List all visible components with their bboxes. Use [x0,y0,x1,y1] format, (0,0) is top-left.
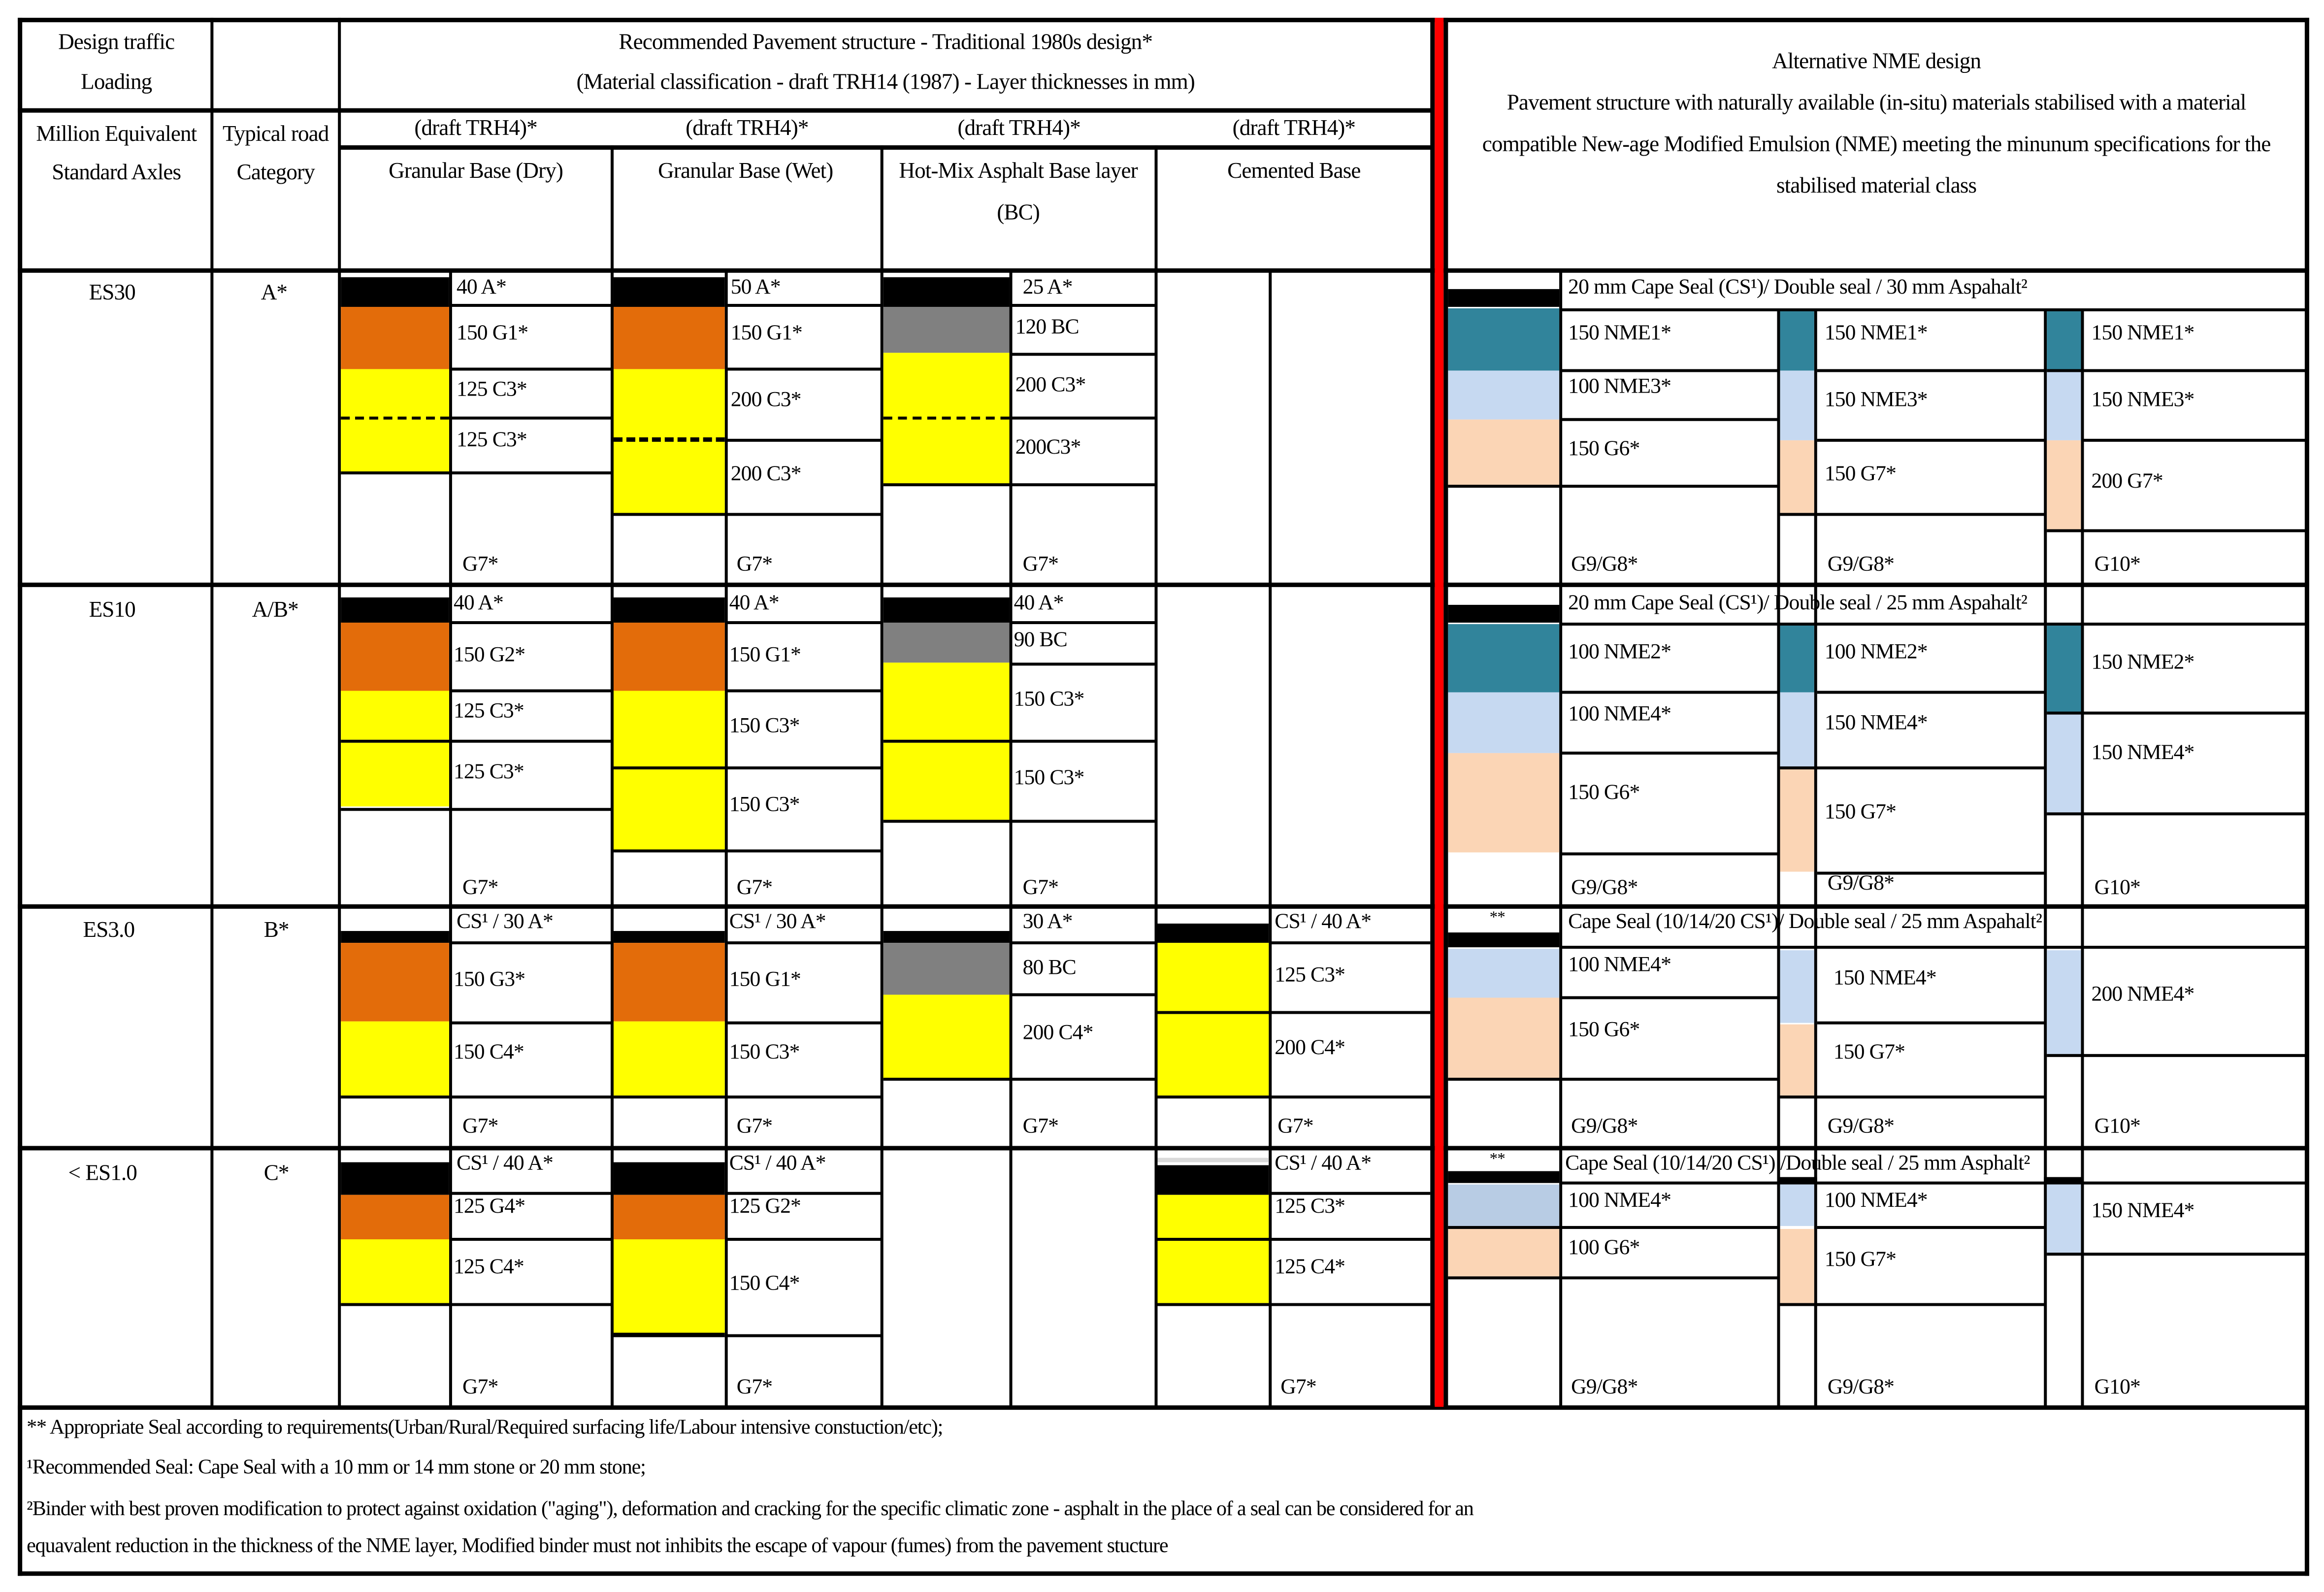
cell-line [341,1095,612,1098]
layer-label: 200 C4* [1275,1036,1345,1060]
cell-line [1011,304,1155,307]
layer-label: 150 C4* [453,1040,524,1064]
cell-line [1561,1182,2306,1185]
nme-description: Pavement structure with naturally available (in-situ) materials stabilised with a material compatible New-age Modified Emulsion (NME) meeting the minunum specifications for the stabilised material class [1482,92,2271,199]
cemented-layer [1157,943,1269,1011]
seal-layer [1777,1177,1817,1183]
granular-layer [614,943,725,1022]
bitumen-base-layer [884,623,1010,663]
nme-strong-layer [2047,626,2081,713]
seal-layer [2044,1177,2084,1183]
subgrade-label: G7* [1280,1375,1316,1400]
asphalt-layer [614,1162,725,1195]
cell-line [451,689,612,692]
cell-line [1561,623,2306,626]
subgrade-label: G7* [462,1375,498,1400]
layer-label: 125 C3* [456,428,527,452]
subgrade-label: G9/G8* [1827,1375,1895,1400]
layer-label: 125 C3* [456,378,527,402]
cell-line [1448,485,1778,488]
cemented-layer [1157,1014,1269,1096]
cemented-layer [884,995,1010,1079]
subgrade-label: G10* [2094,1115,2140,1139]
cemented-layer [614,691,725,766]
footnote-seal: ** Appropriate Seal according to requirements(Urban/Rural/Required surfacing life/Labour intensive constuction/etc); [27,1417,943,1440]
cell-line [1561,308,2306,311]
layer-label: CS¹ / 30 A* [729,910,826,934]
cell-line [726,621,882,624]
cell-line [1011,663,1155,665]
nme-weak-layer [2047,950,2081,1054]
layer-label: 100 NME2* [1824,640,1928,664]
asphalt-layer [884,931,1010,943]
asphalt-layer [614,277,725,307]
cell-line [726,941,882,944]
draft-trh4-cemented: (draft TRH4)* [1232,117,1356,141]
cell-line [1817,369,2045,372]
layer-label: 100 NME4* [1824,1189,1928,1213]
category-es1: C* [263,1162,289,1186]
cemented-layer [341,369,449,473]
cell-line [1561,752,1778,755]
cell-line [451,1238,612,1241]
row-sep-1 [18,583,2309,587]
cell-line [1448,1226,1778,1229]
granular-layer [341,623,449,691]
divider-right-line [1443,18,1448,1407]
cell-line [1157,1095,1430,1098]
nme-sub-5 [2081,311,2084,1407]
cell-line [1561,369,1778,372]
cell-line [1780,766,2046,769]
cemented-layer [1157,1195,1269,1238]
layer-label: 150 NME1* [1824,322,1928,346]
cemented-layer [614,769,725,850]
cell-line [451,1022,612,1025]
granular-layer [614,1195,725,1239]
layer-label: CS¹ / 40 A* [1275,910,1372,934]
layer-label: 150 C3* [729,793,800,817]
cell-line [614,513,882,516]
cell-line [2047,1054,2306,1057]
cell-line [1780,513,2046,516]
layer-dash [614,437,725,442]
asphalt-layer [341,1162,449,1195]
layer-label: CS¹ / 30 A* [456,910,553,934]
base-type-hma: Hot-Mix Asphalt Base layer (BC) [899,160,1138,226]
cell-line [1817,1226,2045,1229]
layer-label: 40 A* [1014,591,1064,615]
layer-label: 150 G2* [453,643,525,667]
layer-label: 100 G6* [1568,1236,1640,1260]
draft-trh4-hma: (draft TRH4)* [957,117,1080,141]
nme-strong-layer [1780,626,1814,692]
granular-layer [341,1195,449,1239]
seal-grey-line [1157,1158,1269,1162]
cell-line [2084,439,2306,442]
subgrade-label: G7* [462,1115,498,1139]
gravel-layer [1448,997,1559,1079]
layer-label: 150 C3* [729,714,800,738]
cell-line [2047,712,2306,715]
base-type-cemented: Cemented Base [1227,160,1361,184]
seal-mark: ** [1489,1150,1505,1168]
cell-line [884,483,1155,486]
cell-line [1817,1022,2045,1025]
gravel-layer [1448,420,1559,485]
layer-label: 150 NME3* [2091,388,2194,412]
cemented-layer [341,1022,449,1095]
layer-label: 125 C3* [1275,1194,1345,1219]
cell-line [1011,353,1155,356]
subgrade-label: G7* [736,1115,773,1139]
layer-label: 150 NME1* [1568,322,1671,346]
asphalt-layer [614,597,725,623]
layer-label: 90 BC [1014,629,1067,653]
cemented-layer [614,1239,725,1334]
nme-strong-layer [2047,311,2081,370]
subgrade-label: G10* [2094,553,2140,577]
cell-line [1561,946,2306,949]
layer-label: 150 C3* [1014,688,1084,712]
layer-label: 40 A* [729,591,779,615]
frame-top [18,18,2309,22]
col-sub-dry [449,271,452,1407]
header-traditional-subtitle: (Material classification - draft TRH14 (1987) - Layer thicknesses in mm) [576,71,1195,95]
cell-line [1270,941,1430,944]
asphalt-layer [341,277,449,307]
layer-label: 150 G1* [456,322,528,346]
seal-mark: ** [1489,908,1505,927]
layer-label: 200 C4* [1022,1021,1093,1045]
frame-bottom [18,1571,2309,1576]
cell-line [884,1078,1155,1081]
category-es10: A/B* [252,598,298,623]
nme-sub-1 [1559,271,1562,1407]
layer-label: 125 C3* [453,699,524,724]
cell-line [726,1238,882,1241]
subgrade-label: G9/G8* [1827,553,1895,577]
cell-line [1780,1095,2046,1098]
layer-label: 150 G3* [453,968,525,992]
layer-label: 150 G7* [1824,1248,1897,1272]
layer-label: 125 C4* [1275,1256,1345,1280]
cell-line [1157,1238,1430,1241]
asphalt-layer [1157,1165,1269,1195]
subgrade-label: G7* [736,553,773,577]
red-divider [1435,18,1443,1407]
cell-line [1817,691,2045,694]
layer-label: 150 NME4* [1833,966,1936,991]
cell-line [1561,853,1778,856]
layer-dash [884,417,1010,420]
base-type-wet: Granular Base (Wet) [658,160,833,184]
cell-line [451,304,612,307]
layer-label: 150 NME4* [2091,741,2194,765]
cemented-layer [341,691,449,739]
layer-label: 200 C3* [730,388,801,412]
nme-weak-layer [2047,370,2081,440]
nme-strong-layer [1780,311,1814,370]
layer-label: 100 NME3* [1568,375,1671,399]
layer-label: 120 BC [1015,316,1079,340]
layer-label: 150 G6* [1568,437,1640,461]
layer-label: 150 G6* [1568,1018,1640,1042]
nme-weak-layer [1780,370,1814,440]
layer-dash [341,417,449,420]
cell-line [2047,812,2306,815]
cell-line [884,820,1155,823]
category-es30: A* [261,281,288,305]
layer-label: 25 A* [1022,275,1073,299]
footnote-2-cont: equavalent reduction in the thickness of the NME layer, Modified binder must not inhibits the escape of vapour (fumes) from the pavement stucture [27,1535,1168,1559]
traffic-es30: ES30 [89,281,135,305]
cell-line [726,1334,882,1337]
nme-surface-label: 20 mm Cape Seal (CS¹)/ Double seal / 25 mm Aspahalt² [1568,591,2028,615]
cell-line [1780,1303,2046,1306]
nme-weak-layer [1780,1185,1814,1226]
nme-sub-3 [1814,311,1817,1407]
layer-base-line [614,1333,725,1337]
layer-label: 200 C3* [1015,373,1086,398]
layer-label: 50 A* [730,275,781,299]
layer-label: 150 G7* [1833,1040,1905,1064]
base-type-dry: Granular Base (Dry) [389,160,563,184]
cell-line [614,850,882,853]
granular-layer [341,943,449,1022]
traffic-es10: ES10 [89,598,135,623]
cell-line [451,941,612,944]
granular-layer [614,623,725,691]
nme-strong-layer [1448,624,1559,692]
nme-weak-layer [1448,692,1559,753]
layer-label: 150 G1* [729,643,801,667]
frame-left [18,18,22,1576]
cell-line [1011,941,1155,944]
nme-weak-layer [1780,692,1814,766]
cell-line [1011,993,1155,996]
seal-layer [1448,1171,1559,1183]
cemented-layer [1157,1241,1269,1303]
cell-line [614,1095,882,1098]
subgrade-label: G10* [2094,876,2140,900]
cell-line [341,740,612,743]
nme-weak-layer [2047,715,2081,813]
seal-layer [1448,932,1559,947]
seal-layer [1448,289,1559,307]
cemented-layer [884,663,1010,739]
row-sep-3 [18,1146,2309,1150]
gravel-layer [1780,769,1814,872]
cemented-layer [884,743,1010,820]
layer-label: 200C3* [1015,435,1081,460]
subgrade-label: G7* [1022,876,1059,900]
layer-label: CS¹ / 40 A* [456,1152,553,1176]
layer-label: 150 C4* [729,1272,800,1296]
bitumen-base-layer [884,943,1010,995]
cell-line [1011,417,1155,420]
nme-weak-layer [1448,949,1559,997]
subgrade-label: G9/G8* [1827,871,1895,896]
cell-line [451,417,612,420]
header-road-category: Typical road Category [223,123,329,186]
layer-label: 100 NME4* [1568,702,1671,727]
draft-trh4-dry: (draft TRH4)* [414,117,537,141]
traffic-es3: ES3.0 [83,919,135,943]
cell-line [726,304,882,307]
cell-line [1157,1011,1430,1014]
granular-layer [341,307,449,369]
asphalt-layer [884,597,1010,623]
cell-line [1561,996,1778,999]
footnote-1: ¹Recommended Seal: Cape Seal with a 10 mm or 14 mm stone or 20 mm stone; [27,1457,646,1480]
nme-weak-layer [1448,1185,1559,1226]
layer-label: 150 C3* [1014,766,1084,791]
layer-label: 150 NME4* [1824,711,1928,735]
cell-line [341,808,612,811]
subgrade-label: G10* [2094,1375,2140,1400]
cell-line [1561,691,1778,694]
row-sep-4 [18,1405,2309,1410]
nme-surface-label: Cape Seal (10/14/20 CS¹) /Double seal / 25 mm Asphalt² [1565,1152,2030,1176]
cell-line [1448,1078,1778,1081]
layer-label: 150 G1* [730,322,802,346]
cell-line [726,1022,882,1025]
gravel-layer [2047,440,2081,531]
col-sub-hma [1010,271,1012,1407]
granular-layer [614,307,725,369]
gravel-layer [1448,753,1559,853]
cell-line [884,740,1155,743]
nme-weak-layer [2047,1185,2081,1253]
asphalt-layer [1157,924,1269,943]
asphalt-layer [614,931,725,943]
header-design-traffic: Design traffic Loading [58,31,175,95]
asphalt-layer [341,931,449,943]
nme-title: Alternative NME design [1772,50,1981,74]
subgrade-label: G7* [736,876,773,900]
cell-line [1157,1303,1430,1306]
nme-weak-layer [1448,370,1559,419]
subgrade-label: G9/G8* [1571,553,1638,577]
cell-line [1011,621,1155,624]
layer-label: 150 G1* [729,968,801,992]
layer-label: 150 NME4* [2091,1199,2194,1223]
layer-label: CS¹ / 40 A* [729,1152,826,1176]
gravel-layer [1780,1025,1814,1095]
cemented-layer [341,1239,449,1304]
layer-label: 30 A* [1022,910,1073,934]
cell-line [2047,529,2306,532]
nme-surface-label: Cape Seal (10/14/20 CS¹)/ Double seal / 25 mm Aspahalt² [1568,910,2042,934]
layer-label: 150 C3* [729,1040,800,1064]
layer-label: 125 C4* [453,1256,524,1280]
cell-line [614,766,882,769]
subgrade-label: G7* [736,1375,773,1400]
nme-weak-layer [1780,950,1814,1023]
layer-label: 125 G4* [453,1194,525,1219]
draft-trh4-wet: (draft TRH4)* [686,117,809,141]
cell-line [1561,418,1778,421]
subgrade-label: G7* [1022,1115,1059,1139]
subgrade-label: G7* [462,553,498,577]
cell-line [726,689,882,692]
cell-line [341,1303,612,1306]
cemented-layer [614,1022,725,1095]
nme-strong-layer [1448,308,1559,370]
header-mesa: Million Equivalent Standard Axles [36,123,197,186]
layer-label: 100 NME2* [1568,640,1671,664]
bitumen-base-layer [884,307,1010,353]
col-line-1 [210,18,213,1407]
seal-layer [1448,605,1559,623]
divider-left-line [1430,18,1435,1407]
header-traditional-title: Recommended Pavement structure - Traditional 1980s design* [619,31,1153,55]
subgrade-label: G9/G8* [1571,1375,1638,1400]
cell-line [1817,439,2045,442]
cell-line [451,367,612,370]
layer-label: 125 C3* [1275,963,1345,988]
cell-line [451,621,612,624]
layer-label: 150 NME3* [1824,388,1928,412]
layer-label: 200 C3* [730,462,801,487]
cell-line [726,439,882,442]
layer-label: 200 G7* [2091,470,2163,494]
layer-label: 100 NME4* [1568,953,1671,977]
asphalt-layer [884,277,1010,307]
subgrade-label: G9/G8* [1571,876,1638,900]
nme-surface-label: 20 mm Cape Seal (CS¹)/ Double seal / 30 mm Aspahalt² [1568,275,2028,299]
footnote-2: ²Binder with best proven modification to protect against oxidation ("aging"), deformation and cracking for the specific climatic zone - asphalt in the place of a seal can be considered for an [27,1498,1473,1521]
layer-label: CS¹ / 40 A* [1275,1152,1372,1176]
row-sep-2 [18,904,2309,909]
frame-right [2305,18,2309,1576]
gravel-layer [1780,440,1814,513]
layer-label: 80 BC [1022,956,1076,980]
layer-label: 40 A* [453,591,503,615]
asphalt-layer [341,597,449,623]
traffic-es1: < ES1.0 [68,1162,137,1186]
layer-label: 200 NME4* [2091,983,2194,1007]
category-es3: B* [263,919,289,943]
cemented-layer [341,743,449,806]
layer-label: 150 G7* [1824,800,1897,825]
cell-line [2047,1253,2306,1256]
cell-line [341,471,612,474]
subgrade-label: G7* [462,876,498,900]
layer-label: 150 G6* [1568,781,1640,805]
subgrade-label: G9/G8* [1571,1115,1638,1139]
subgrade-label: G9/G8* [1827,1115,1895,1139]
subgrade-label: G7* [1022,553,1059,577]
gravel-layer [1448,1229,1559,1276]
layer-label: 40 A* [456,275,506,299]
layer-label: 150 G7* [1824,462,1897,487]
col-sub-cem [1269,271,1271,1407]
layer-label: 125 G2* [729,1194,801,1219]
cell-line [726,367,882,370]
header-line-3 [18,268,2309,273]
subgrade-label: G7* [1277,1115,1313,1139]
cell-line [2047,369,2306,372]
layer-label: 150 NME1* [2091,322,2194,346]
cell-line [1448,1276,1778,1279]
layer-label: 125 C3* [453,760,524,785]
layer-label: 150 NME2* [2091,651,2194,675]
layer-label: 100 NME4* [1568,1189,1671,1213]
gravel-layer [1780,1229,1814,1303]
